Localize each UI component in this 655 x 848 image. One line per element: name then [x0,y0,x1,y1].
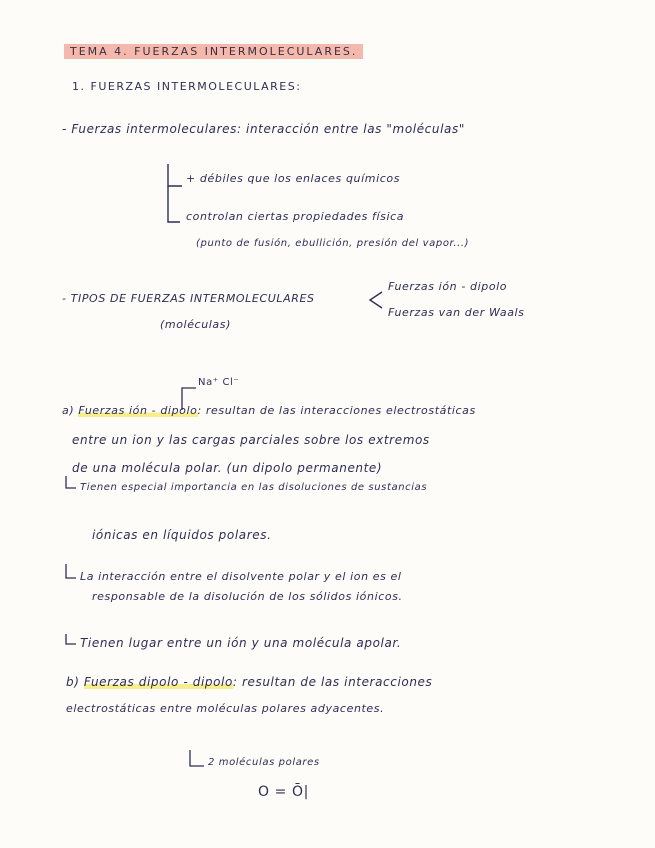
tipos-heading: - TIPOS DE FUERZAS INTERMOLECULARES [62,292,315,305]
page-title: TEMA 4. FUERZAS INTERMOLECULARES. [64,44,363,59]
section-a-line-8: Tienen lugar entre un ión y una molécula apolar. [80,636,402,650]
branch-properties-detail: (punto de fusión, ebullición, presión del vapor...) [196,238,470,249]
section-a-line-4: Tienen especial importancia en las disoluciones de sustancias [80,482,428,493]
section-a-rest: : resultan de las interacciones electrostáticas [197,404,476,417]
section-a-term: Fuerzas ión - dipolo [78,404,198,417]
section-b-line-2: electrostáticas entre moléculas polares adyacentes. [66,702,385,715]
section-a-prefix: a) [62,404,79,417]
section-b-branch: 2 moléculas polares [208,757,320,768]
branch-arrow-2 [168,186,180,222]
section-a-line-3: de una molécula polar. (un dipolo permanente) [72,461,383,475]
arrow-line8 [66,634,76,644]
section-b-term: Fuerzas dipolo - dipolo [83,675,233,689]
section-heading: 1. FUERZAS INTERMOLECULARES: [72,80,302,93]
section-b-rest: : resultan de las interacciones [232,675,433,689]
branch-arrow-1 [168,164,182,186]
arrow-line4 [66,476,76,488]
branch-properties: controlan ciertas propiedades física [186,210,405,223]
dipole-formula: O = Ō| [258,784,309,800]
tipo-van-der-waals: Fuerzas van der Waals [388,306,525,319]
section-b-prefix: b) [66,675,84,689]
section-b-line-1 [66,675,432,689]
nacl-label: Na⁺ Cl⁻ [198,377,240,388]
definition-line: - Fuerzas intermoleculares: interacción entre las "moléculas" [62,122,465,136]
tipos-bracket [370,292,382,308]
section-a-line-7: responsable de la disolución de los sólidos iónicos. [92,590,403,603]
tipos-sub: (moléculas) [160,318,231,331]
section-a-line-5: iónicas en líquidos polares. [92,528,272,542]
section-a-line-6: La interacción entre el disolvente polar y el ion es el [80,570,402,583]
b-branch-arrow [190,750,204,766]
arrow-line6 [66,564,76,578]
branch-weaker: + débiles que los enlaces químicos [186,172,401,185]
tipo-ion-dipolo: Fuerzas ión - dipolo [388,280,508,293]
section-a-line-1 [62,404,476,417]
section-a-line-2: entre un ion y las cargas parciales sobre los extremos [72,433,430,447]
